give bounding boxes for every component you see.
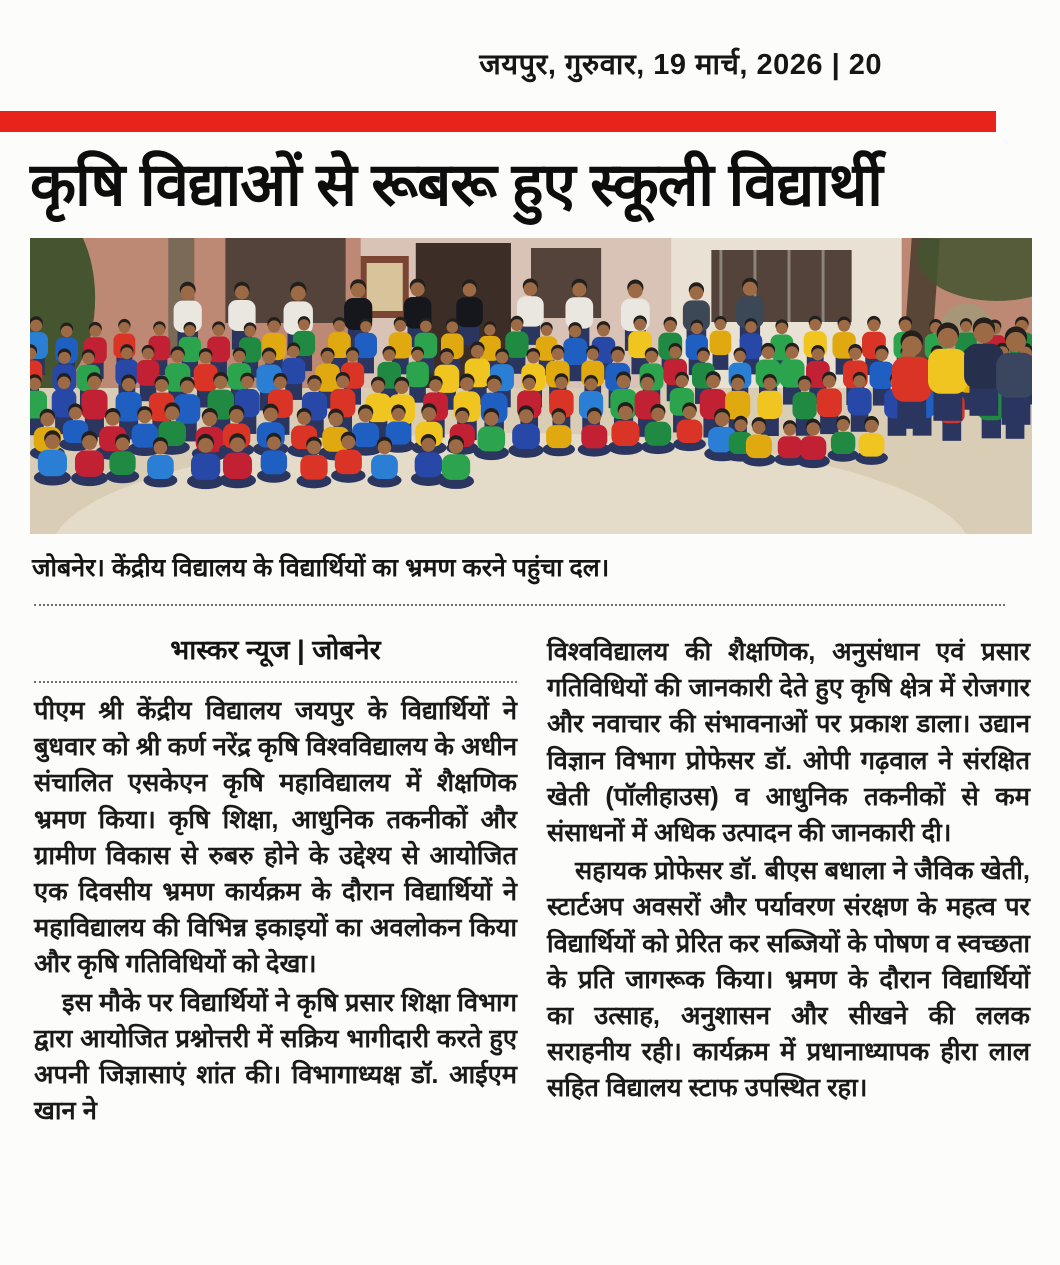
column-right-text [547,624,1030,1107]
dotted-divider-byline [34,681,517,683]
masthead-red-bar [0,111,996,132]
dotted-divider-top [34,604,1005,606]
column-left-text [34,693,517,1129]
byline: भास्कर न्यूज | जोबनेर [170,635,381,665]
paragraph: पीएम श्री केंद्रीय विद्यालय जयपुर के विद्यार्थियों ने बुधवार को श्री कर्ण नरेंद्र कृषि विश्वविद्यालय के अधीन संचालित एसकेएन कृषि महाविद्यालय में शैक्षणिक भ्रमण किया। कृषि शिक्षा, आधुनिक तकनीकों और ग्रामीण विकास से रुबरु होने के उद्देश्य से आयोजित एक दिवसीय भ्रमण कार्यक्रम के दौरान विद्यार्थियों ने महाविद्यालय की विभिन्न इकाइयों का अवलोकन किया और कृषि गतिविधियों को देखा। [34,697,517,979]
column-left [34,624,517,1129]
column-right [547,624,1030,1129]
article-headline: कृषि विद्याओं से रूबरू हुए स्कूली विद्यार्थी [30,151,882,218]
article-photo-scene [30,238,1032,534]
newspaper-dateline: जयपुर, गुरुवार, 19 मार्च, 2026 | 20 [479,49,882,81]
article-body [34,624,1030,1129]
paragraph: इस मौके पर विद्यार्थियों ने कृषि प्रसार शिक्षा विभाग द्वारा आयोजित प्रश्नोत्तरी में सक्रिय भागीदारी करते हुए अपनी जिज्ञासाएं शांत की। विभागाध्यक्ष डॉ. आईएम खान ने [34,988,517,1126]
paragraph: विश्वविद्यालय की शैक्षणिक, अनुसंधान एवं प्रसार गतिविधियों की जानकारी देते हुए कृषि क्षेत्र में रोजगार और नवाचार की संभावनाओं पर प्रकाश डाला। उद्यान विज्ञान विभाग प्रोफेसर डॉ. ओपी गढ़वाल ने संरक्षित खेती (पॉलीहाउस) व आधुनिक तकनीकों से कम संसाधनों में अधिक उत्पादन की जानकारी दी। [547,638,1030,848]
paragraph: सहायक प्रोफेसर डॉ. बीएस बधाला ने जैविक खेती, स्टार्टअप अवसरों और पर्यावरण संरक्षण के महत्व पर विद्यार्थियों को प्रेरित कर सब्जियों के पोषण व स्वच्छता के प्रति जागरूक किया। भ्रमण के दौरान विद्यार्थियों का उत्साह, अनुशासन और सीखने की ललक सराहनीय रही। कार्यक्रम में प्रधानाध्यापक हीरा लाल सहित विद्यालय स्टाफ उपस्थित रहा। [547,857,1030,1103]
article-photo [30,238,1032,534]
photo-caption: जोबनेर। केंद्रीय विद्यालय के विद्यार्थियों का भ्रमण करने पहुंचा दल। [32,554,610,582]
